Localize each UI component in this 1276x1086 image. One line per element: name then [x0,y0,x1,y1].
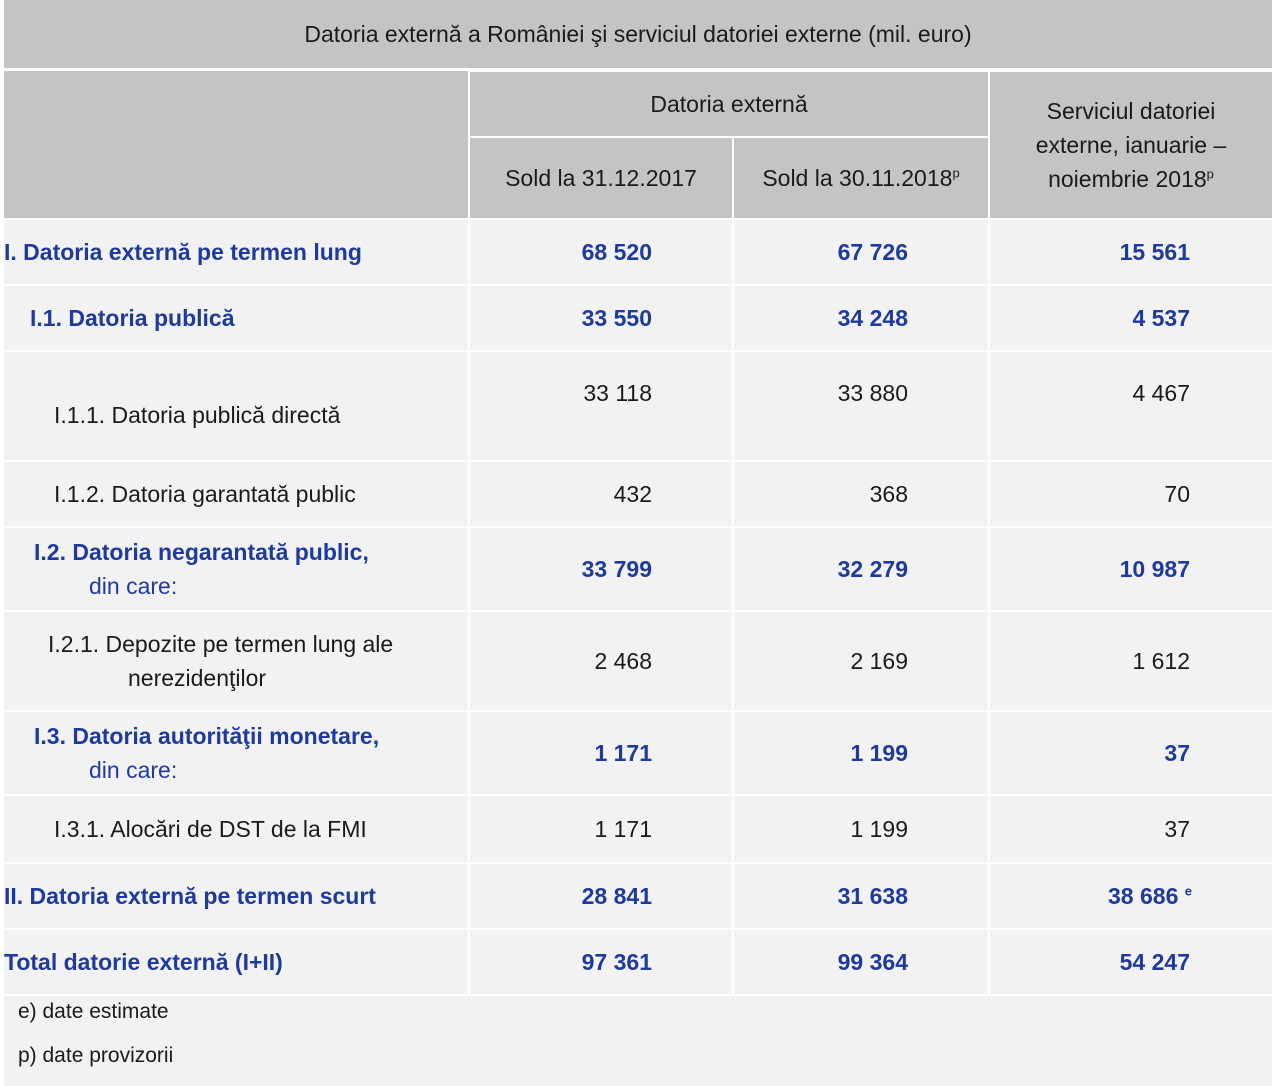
header-col2-sup: p [952,165,960,181]
row-label [4,711,469,795]
row-label-main: I.2. Datoria negarantată public, [34,539,369,565]
cell-value: 33 880 [733,351,989,461]
table-row [4,219,1272,285]
row-label: Total datorie externă (I+II) [4,929,469,994]
debt-table-container [4,0,1272,1086]
cell-value: 33 550 [469,285,733,351]
cell-value: 68 520 [469,219,733,285]
header-col3-line1: Serviciul datoriei [1046,98,1216,124]
table-row [4,461,1272,527]
cell-value: 33 799 [469,527,733,611]
table-footnotes [4,994,1272,1086]
footnote-estimated: e) date estimate [18,1000,169,1023]
cell-value: 1 612 [989,611,1272,711]
cell-value: 1 199 [733,795,989,863]
cell-value: 1 199 [733,711,989,795]
cell-value: 4 467 [989,351,1272,461]
footnote-provisional: p) date provizorii [18,1044,174,1067]
estimate-marker: e [1184,883,1192,899]
cell-value: 28 841 [469,863,733,929]
table-row [4,711,1272,795]
table-row [4,795,1272,863]
row-label [4,527,469,611]
row-label [4,611,469,711]
row-label: I.1.1. Datoria publică directă [4,351,469,461]
row-label-sub: din care: [89,573,178,599]
cell-value: 2 468 [469,611,733,711]
table-row [4,929,1272,994]
header-debt-service [989,71,1272,219]
cell-value [989,863,1272,929]
table-row [4,611,1272,711]
row-label-continued: nerezidenţilor [128,665,267,691]
cell-value: 97 361 [469,929,733,994]
header-col3-line3: noiembrie 2018 [1048,166,1207,192]
cell-value: 34 248 [733,285,989,351]
cell-value: 67 726 [733,219,989,285]
table-row [4,863,1272,929]
cell-value: 10 987 [989,527,1272,611]
header-col3-sup: p [1206,166,1214,182]
row-label-main: I.3. Datoria autorităţii monetare, [34,723,380,749]
row-label: I. Datoria externă pe termen lung [4,219,469,285]
header-col2 [733,137,989,219]
cell-value: 2 169 [733,611,989,711]
cell-value: 37 [989,711,1272,795]
row-label: II. Datoria externă pe termen scurt [4,863,469,929]
header-col1: Sold la 31.12.2017 [469,137,733,219]
table-row [4,527,1272,611]
cell-value: 54 247 [989,929,1272,994]
cell-value: 368 [733,461,989,527]
cell-value: 37 [989,795,1272,863]
table-row [4,285,1272,351]
cell-value: 15 561 [989,219,1272,285]
header-group-external-debt: Datoria externă [469,71,989,137]
cell-value: 99 364 [733,929,989,994]
cell-value: 1 171 [469,711,733,795]
table-row [4,351,1272,461]
row-label: I.1. Datoria publică [4,285,469,351]
row-label-main: I.2.1. Depozite pe termen lung ale [48,631,394,657]
header-empty-cell [4,71,469,219]
table-title: Datoria externă a României şi serviciul datoriei externe (mil. euro) [4,0,1272,70]
cell-value-number: 38 686 [1108,883,1179,909]
cell-value: 32 279 [733,527,989,611]
debt-table [4,70,1272,994]
header-col2-label: Sold la 30.11.2018 [762,165,953,191]
cell-value: 1 171 [469,795,733,863]
row-label: I.1.2. Datoria garantată public [4,461,469,527]
cell-value: 70 [989,461,1272,527]
row-label-sub: din care: [89,757,178,783]
cell-value: 31 638 [733,863,989,929]
header-col3-line2: externe, ianuarie – [1035,132,1227,158]
row-label: I.3.1. Alocări de DST de la FMI [4,795,469,863]
cell-value: 4 537 [989,285,1272,351]
cell-value: 33 118 [469,351,733,461]
cell-value: 432 [469,461,733,527]
